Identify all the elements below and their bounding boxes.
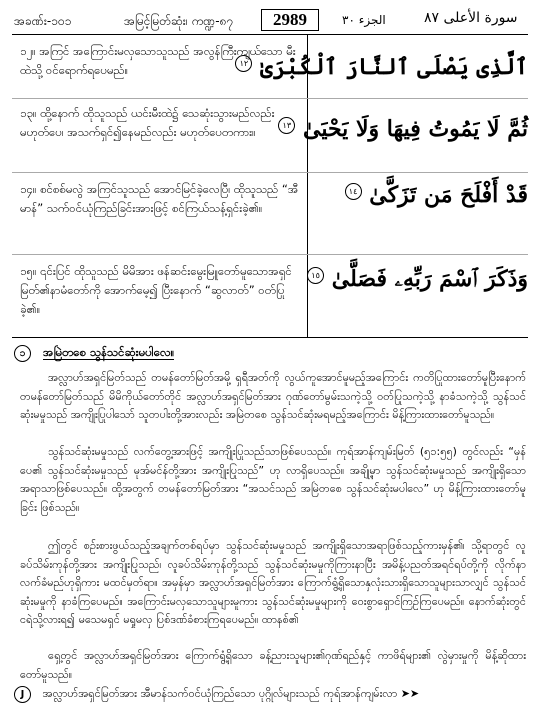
verse-number: ၁၂။: [20, 44, 36, 58]
verse-text: ထို့နောက် ထိုသူသည် ယင်းမီးထဲ၌ သေဆုံးသွားမည်လည်းမဟုတ်ပေ၊ အသက်ရှင်၍နေမည်လည်း မဟုတ်ပေတကား။: [20, 106, 275, 139]
verse-end-marker: ١٣: [278, 117, 295, 134]
note-number-badge: ၁: [14, 345, 31, 362]
verse-number: ၁၅။: [20, 264, 37, 278]
verse-text: ၎င်းပြင် ထိုသူသည် မိမိအား ဖန်ဆင်းမွေးမြူတော်မူသောအရှင်မြတ်၏နာမံတော်ကို အောက်မေ့၍ ပြီးနောက် “ဆွလာတ်” ဝတ်ပြုခဲ့၏။: [20, 264, 292, 316]
verse-translation-14: [20, 180, 302, 218]
footnote-line: [14, 686, 419, 703]
header-divider: [12, 34, 528, 35]
arabic-text: وَذَكَرَ ٱسْمَ رَبِّهِۦ فَصَلَّىٰ: [331, 266, 528, 292]
verse-number: ၁၃။: [20, 106, 37, 120]
arabic-verse-13: [282, 116, 528, 142]
footnote-text: အလ္လာဟ်အရှင်မြတ်အား အီမာန်သက်ဝင်ယုံကြည်သော ပုဂ္ဂိုလ်များသည် ကုရ်အာန်ကျမ်းလာ ➤➤: [42, 687, 420, 700]
verse-separator: [12, 98, 528, 99]
page-number: 2989: [261, 9, 319, 31]
arabic-text: ثُمَّ لَا يَمُوتُ فِيهَا وَلَا يَحْيَىٰ: [303, 116, 528, 142]
verse-separator: [12, 254, 528, 255]
commentary-heading: [14, 345, 174, 365]
footnote-number-badge: J: [14, 686, 31, 703]
commentary-paragraph: သွန်သင်ဆုံးမမှုသည် လက်တွေ့အားဖြင့် အကျိုးပြုသည်သာဖြစ်ပေသည်။ ကုရ်အာန်ကျမ်းမြတ် (၅၁:၅၅) တွင်လည်း “မှန်ပေ၏ သွန်သင်ဆုံးမမှုသည် မုအ်မင်န်တို့အား အကျိုးပြုသည်” ဟု လာရှိပေသည်။ အချို့မှာ သွန်သင်ဆုံးမမှုသည် အကျိုးရှိသော အရာသာဖြစ်ပေသည်။ ထို့အတွက် တမန်တော်မြတ်အား “အသင်သည် အမြဲတစေ သွန်သင်ဆုံးမပါလေ” ဟု မိန့်ကြားထားတော်မူခြင်း ဖြစ်သည်။: [20, 445, 526, 514]
arabic-verse-14: [314, 182, 528, 208]
commentary-divider: [12, 337, 528, 338]
verse-separator: [12, 172, 528, 173]
verse-end-marker: ١٢: [235, 55, 252, 72]
verse-number: ၁၄။: [20, 182, 37, 196]
commentary-paragraph: ဤတွင် စဉ်းစားဖွယ်သည့်အချက်တစ်ရပ်မှာ သွန်သင်ဆုံးမမှုသည် အကျိုးရှိသောအရာဖြစ်သည့်ကားမှန်၏၊ သို့ရာတွင် လူခပ်သိမ်းကုန်တို့အား အကျိုးပြုသည်၊ လူခပ်သိမ်းကုန်တို့သည် သွန်သင်ဆုံးမမှုကိုကြားနာပြီး အမိန့်ပညတ်အရင်ရပ်တို့ကို လိုက်နာလက်ခံမည်ဟုရှိကား မထင်မှတ်ရာ။ အမှန်မှာ အလ္လာဟ်အရှင်မြတ်အား ကြောက်ရွံ့ရှိသောနှလုံးသားရှိသောသူများသာလျှင် သွန်သင်ဆုံးမမှုကို နာခံကြပေမည်။ အကြောင်းမလှသောသူများမူကား သွန်သင်ဆုံးမမှုများကို ဝေးစွာရှောင်ကြဉ်ကြပေမည်။ နောက်ဆုံးတွင် ငရဲသို့လားရ၍ မသေမရှင် မရှုမလှ ပြစ်ဒဏ်ခံစားကြရပေမည်။ ထာနစ်၏: [20, 539, 526, 627]
chapter-title: အမြင့်မြတ်ဆုံး၊ ကဏ္ဍ-၈၇: [124, 14, 234, 28]
juz-label: الجزء ٣٠: [342, 13, 386, 27]
section-label: အခဏ်း-၁၀၁: [14, 14, 72, 28]
arabic-verse-12: [239, 54, 528, 80]
verse-translation-15: [20, 262, 302, 319]
verse-text: အကြင် အကြောင်းမလှသောသူသည် အလွန်ကြီးကျယ်သော မီးထဲသို့ ဝင်ရောက်ရပေမည်။: [20, 44, 296, 77]
verse-end-marker: ١٥: [307, 267, 324, 284]
page-header: [14, 8, 528, 34]
surah-label: سورة الأعلى ٨٧: [424, 10, 518, 26]
arabic-text: قَدْ أَفْلَحَ مَن تَزَكَّىٰ: [369, 182, 528, 208]
arabic-text: ٱلَّذِى يَصْلَى ٱلنَّارَ ٱلْكُبْرَىٰ: [260, 54, 528, 80]
arabic-verse-15: [311, 266, 528, 292]
commentary-paragraph: ရှေ့တွင် အလ္လာဟ်အရှင်မြတ်အား ကြောက်ရွံ့ရှိသော ခန့်ညားသူများ၏ဂုဏ်ရည်နှင့် ကာဖိရ်များ၏ လွဲမှားမှုကို မိန့်ဆိုထားတော်မူသည်။: [20, 649, 526, 681]
commentary-paragraph: အလ္လာဟ်အရှင်မြတ်သည် တမန်တော်မြတ်အမို့ ရှရီအတ်ကို လွယ်ကူအောင်မူမည့်အကြောင်း ကတိပြုထားတော်မူပြီးနောက် တမန်တော်မြတ်သည် မိမိကိုယ်တော်တိုင် အလ္လာဟ်အရှင်မြတ်အား ဂုဏ်တော်မွမ်းသကဲ့သို့ ဝတ်ပြုသကဲ့သို့ နာခံသကဲ့သို့ သွန်သင်ဆုံးမမှုသည် အကျိုးပြုပါသော် သူတပါးတို့အားလည်း အမြဲတစေ သွန်သင်ဆုံးမရမည့်အကြောင်း မိန့်ကြားထားတော်မူသည်။: [20, 371, 526, 422]
verse-end-marker: ١٤: [345, 183, 362, 200]
verse-translation-13: [20, 104, 302, 142]
commentary-title: အမြဲတစေ သွန်သင်ဆုံးမပါလေ။: [43, 345, 175, 359]
verse-text: စင်စစ်မလွဲ အကြင်သူသည် အောင်မြင်ခဲ့လေပြီ၊ ထိုသူသည် “အီမာန်” သက်ဝင်ယုံကြည်ခြင်းအားဖြင့် စင်ကြယ်သန့်ရှင်းခဲ့၏။: [20, 182, 299, 215]
